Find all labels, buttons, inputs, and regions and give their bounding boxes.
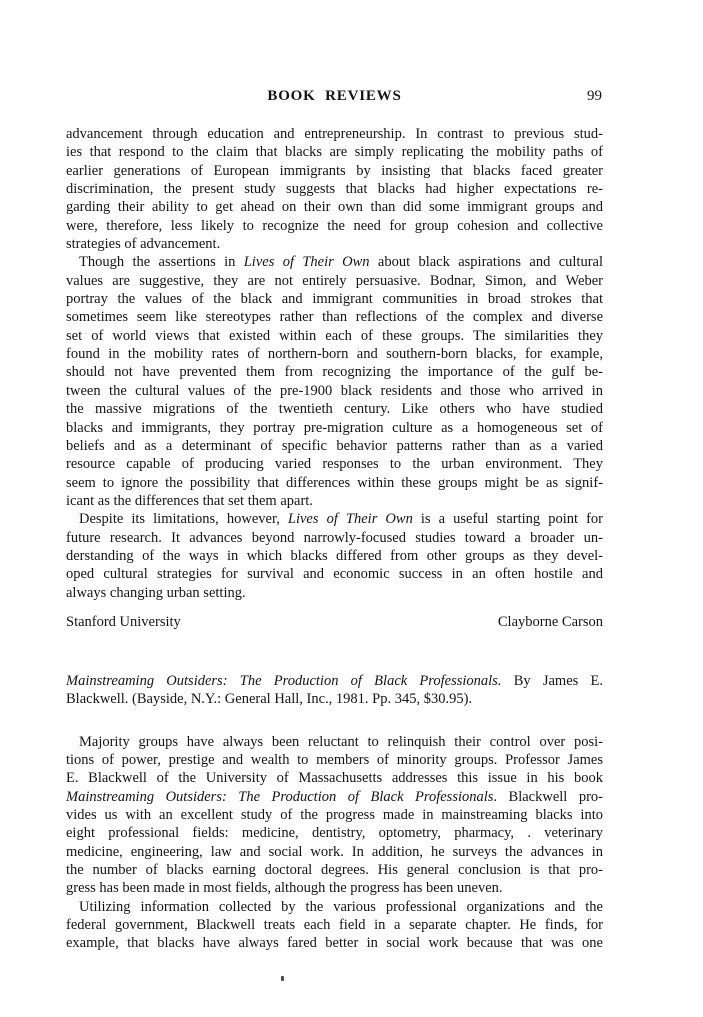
text-line (66, 400, 603, 418)
text-line (66, 198, 603, 216)
text-segment: Blackwell. (Bayside, N.Y.: General Hall, Inc., 1981. Pp. 345, $30.95). (66, 691, 473, 708)
text-line (66, 861, 603, 879)
review-mainstreaming-outsiders (66, 672, 603, 953)
italic-book-title: Mainstreaming Outsiders: The Production of Black Professionals (66, 788, 494, 805)
text-segment: is a useful starting point for (412, 511, 603, 528)
text-line (66, 363, 603, 381)
text-segment: beliefs and as a determinant of specific behavior patterns rather than as a varied (66, 437, 603, 454)
text-segment: resource capable of producing varied responses to the urban environment. They (66, 456, 603, 473)
text-line (66, 879, 603, 897)
book-citation (66, 672, 603, 709)
text-segment: garding their ability to get ahead on their own than did some immigrant groups and (66, 199, 603, 216)
text-line (66, 474, 603, 492)
text-line (66, 345, 603, 363)
text-line (66, 916, 603, 934)
paragraph (66, 253, 603, 510)
text-segment: future research. It advances beyond narrowly-focused studies toward a broader un- (66, 529, 603, 546)
text-segment: oped cultural strategies for survival and economic success in an often hostile and (66, 566, 603, 583)
review-body (66, 733, 603, 953)
text-segment: the massive migrations of the twentieth century. Like others who have studied (66, 401, 603, 418)
text-segment: icant as the differences that set them apart. (66, 492, 313, 509)
text-segment: example, that blacks have always fared better in social work because that was one (66, 935, 603, 952)
text-segment: tween the cultural values of the pre-1900 black residents and those who arrived in (66, 382, 603, 399)
text-segment: set of world views that existed within each of these groups. The similarities they (66, 327, 603, 344)
text-segment: . Blackwell pro- (493, 788, 603, 805)
text-line (66, 690, 603, 708)
text-line (66, 437, 603, 455)
text-line (66, 217, 603, 235)
text-line (66, 253, 603, 271)
text-line (66, 824, 603, 842)
text-segment: ies that respond to the claim that blacks are simply replicating the mobility paths of (66, 144, 603, 161)
text-line (66, 788, 603, 806)
text-segment: derstanding of the ways in which blacks differed from other groups as they devel- (66, 547, 603, 564)
text-segment: the number of blacks earning doctoral degrees. His general conclusion is that pro- (66, 862, 603, 879)
page-header (66, 88, 603, 107)
text-segment: blacks and immigrants, they portray pre-migration culture as a homogeneous set of (66, 419, 603, 436)
page-number: 99 (587, 88, 602, 104)
text-line (66, 235, 603, 253)
paragraph (66, 125, 603, 253)
text-line (66, 125, 603, 143)
text-line (66, 672, 603, 690)
text-segment: discrimination, the present study suggests that blacks had higher expectations re- (66, 181, 603, 198)
italic-book-title: Mainstreaming Outsiders: The Production of Black Professionals. (66, 673, 502, 689)
text-line (66, 455, 603, 473)
text-line (66, 308, 603, 326)
text-line (66, 492, 603, 510)
text-segment: advancement through education and entrepreneurship. In contrast to previous stud- (66, 126, 603, 142)
text-segment: Despite its limitations, however, (79, 511, 288, 528)
text-line (66, 327, 603, 345)
text-line (66, 529, 603, 547)
reviewer-name: Clayborne Carson (497, 613, 603, 630)
paragraph (66, 510, 603, 602)
text-segment: strategies of advancement. (66, 236, 221, 253)
text-segment: seem to ignore the possibility that differences within these groups might be as signif- (66, 474, 603, 491)
text-line (66, 733, 603, 751)
ink-speck (281, 976, 284, 981)
text-line (66, 162, 603, 180)
text-segment: tions of power, prestige and wealth to members of minority groups. Professor James (66, 752, 603, 769)
text-line (66, 565, 603, 583)
text-line (66, 547, 603, 565)
paragraph (66, 898, 603, 953)
text-segment: sometimes seem like stereotypes rather than reflections of the complex and diverse (66, 309, 603, 326)
review-lives-of-their-own (66, 125, 603, 631)
text-segment: gress has been made in most fields, although the progress has been uneven. (66, 880, 503, 897)
text-segment: should not have prevented them from recognizing the importance of the gulf be- (66, 364, 603, 381)
signature-row (66, 613, 603, 631)
text-segment: portray the values of the black and immigrant communities in broad strokes that (66, 291, 603, 308)
text-line (66, 769, 603, 787)
text-line (66, 290, 603, 308)
italic-book-title: Lives of Their Own (287, 511, 413, 528)
text-line (66, 510, 603, 528)
text-segment: were, therefore, less likely to recognize the need for group cohesion and collective (66, 217, 603, 234)
text-segment: found in the mobility rates of northern-born and southern-born blacks, for example, (66, 346, 603, 363)
text-line (66, 806, 603, 824)
review-body (66, 125, 603, 602)
text-line (66, 898, 603, 916)
text-segment: Utilizing information collected by the various professional organizations and the (79, 898, 603, 915)
paragraph (66, 672, 603, 709)
text-segment: E. Blackwell of the University of Massachusetts addresses this issue in his book (66, 770, 603, 787)
text-segment: Though the assertions in (79, 254, 244, 271)
text-line (66, 143, 603, 161)
text-segment: vides us with an excellent study of the progress made in mainstreaming blacks into (66, 807, 603, 824)
text-segment: values are suggestive, they are not entirely persuasive. Bodnar, Simon, and Weber (66, 272, 603, 289)
text-segment: Majority groups have always been reluctant to relinquish their control over posi- (79, 733, 603, 750)
italic-book-title: Lives of Their Own (243, 254, 370, 271)
text-segment: By James E. (501, 673, 603, 689)
text-segment: about black aspirations and cultural (369, 254, 603, 271)
text-line (66, 419, 603, 437)
paragraph (66, 733, 603, 898)
running-head: BOOK REVIEWS (267, 88, 402, 104)
text-line (66, 934, 603, 952)
text-line (66, 180, 603, 198)
text-line (66, 751, 603, 769)
text-line (66, 584, 603, 602)
reviewer-affiliation: Stanford University (66, 613, 181, 630)
text-segment: eight professional fields: medicine, dentistry, optometry, pharmacy, . veterinary (66, 825, 603, 842)
text-segment: earlier generations of European immigrants by insisting that blacks faced greater (66, 162, 603, 179)
text-line (66, 382, 603, 400)
text-segment: always changing urban setting. (66, 584, 246, 601)
text-segment: medicine, engineering, law and social work. In addition, he surveys the advances in (66, 843, 603, 860)
text-line (66, 272, 603, 290)
text-line (66, 843, 603, 861)
text-segment: federal government, Blackwell treats each field in a separate chapter. He finds, for (66, 917, 603, 934)
